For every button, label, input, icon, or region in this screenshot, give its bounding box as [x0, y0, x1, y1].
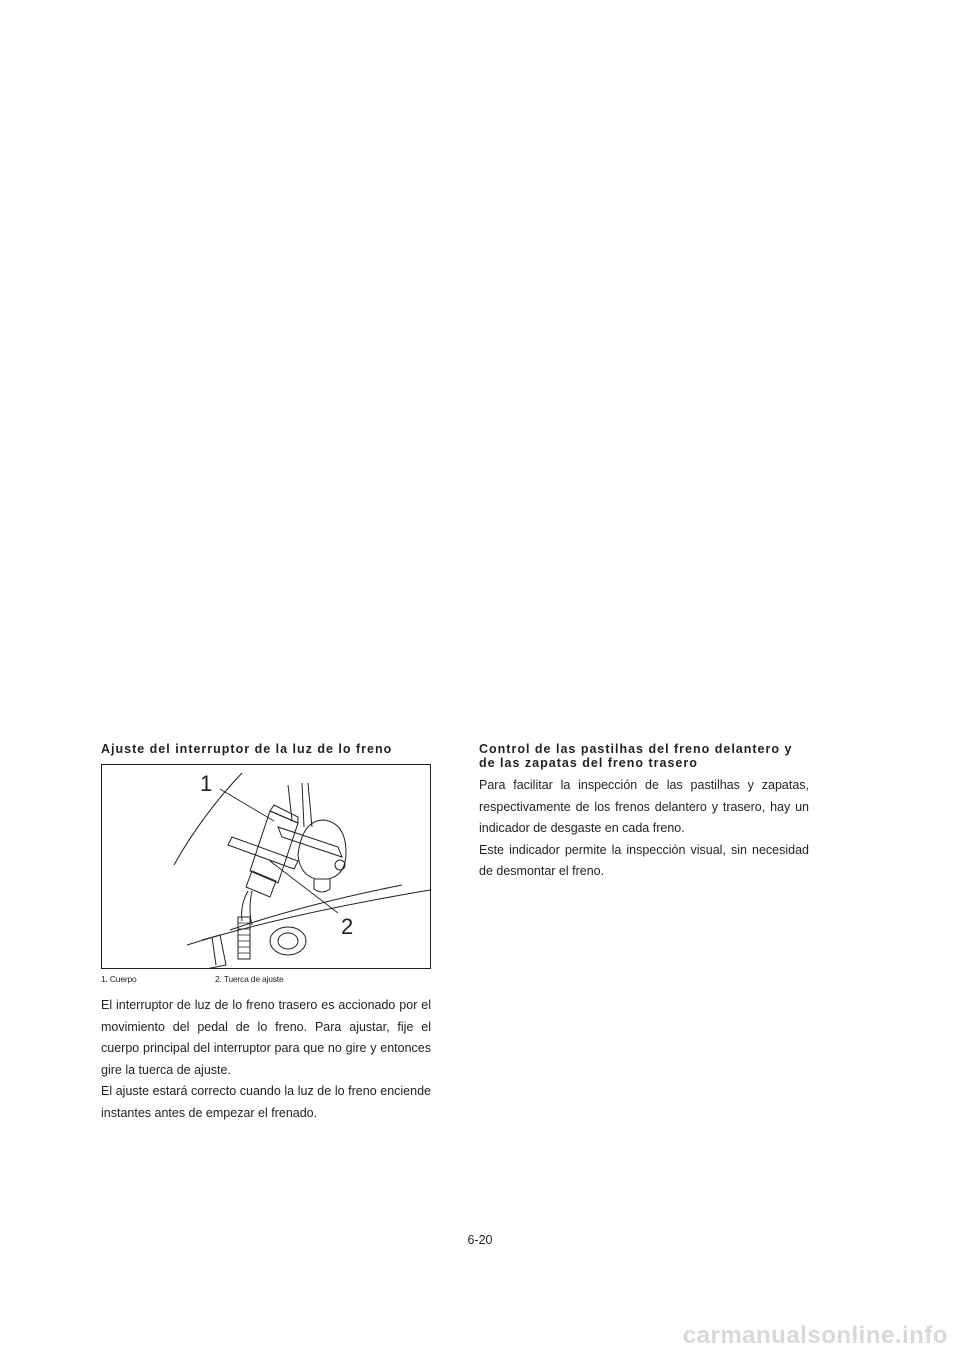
callout-2: 2: [341, 914, 354, 939]
leader-line-2: [270, 861, 338, 913]
page-number: 6-20: [467, 1233, 493, 1247]
bracket: [278, 827, 342, 857]
pedal-arm: [212, 937, 216, 965]
paragraph: El interruptor de luz de lo freno trasero es accionado por el movimiento del pedal de lo freno. Para ajustar, fije el cuerpo principal del interruptor para que no gire y entonces gire la tuerca de ajuste.: [101, 998, 431, 1077]
callout-1: 1: [200, 771, 213, 796]
brake-switch-illustration: [101, 764, 431, 969]
frame-curve: [187, 890, 430, 945]
caption-adjust-nut: 2. Tuerca de ajuste: [215, 974, 284, 984]
paragraph: Para facilitar la inspección de las pastilhas y zapatas, respectivamente de los frenos delantero y trasero, hay un indicador de desgaste en cada freno.: [479, 778, 809, 835]
hose: [308, 783, 312, 827]
section-heading-brake-pads: Control de las pastilhas del freno delantero y de las zapatas del freno trasero: [479, 742, 793, 770]
switch-body-lower: [246, 871, 276, 897]
bolt: [335, 860, 345, 870]
hose: [302, 783, 304, 827]
hose: [288, 785, 292, 820]
leader-line-1: [220, 789, 274, 821]
section-heading-brake-light-switch: Ajuste del interruptor de la luz de lo freno: [101, 742, 393, 756]
paragraph: El ajuste estará correcto cuando la luz de lo freno enciende instantes antes de empezar el frenado.: [101, 1084, 431, 1120]
pedal-pivot-inner: [278, 933, 298, 949]
pedal-pivot: [270, 927, 306, 955]
reservoir-cap: [314, 879, 330, 892]
watermark: carmanualsonline.info: [682, 1322, 948, 1349]
brake-switch-drawing: [102, 765, 431, 969]
switch-body: [250, 811, 298, 883]
paragraph: Este indicador permite la inspección visual, sin necesidad de desmontar el freno.: [479, 842, 809, 878]
right-column: [479, 742, 809, 883]
switch-top: [270, 805, 298, 823]
frame-curve: [230, 885, 402, 930]
left-column: [101, 742, 431, 1124]
caption-body: 1. Cuerpo: [101, 974, 137, 984]
figure-caption: [101, 974, 431, 984]
